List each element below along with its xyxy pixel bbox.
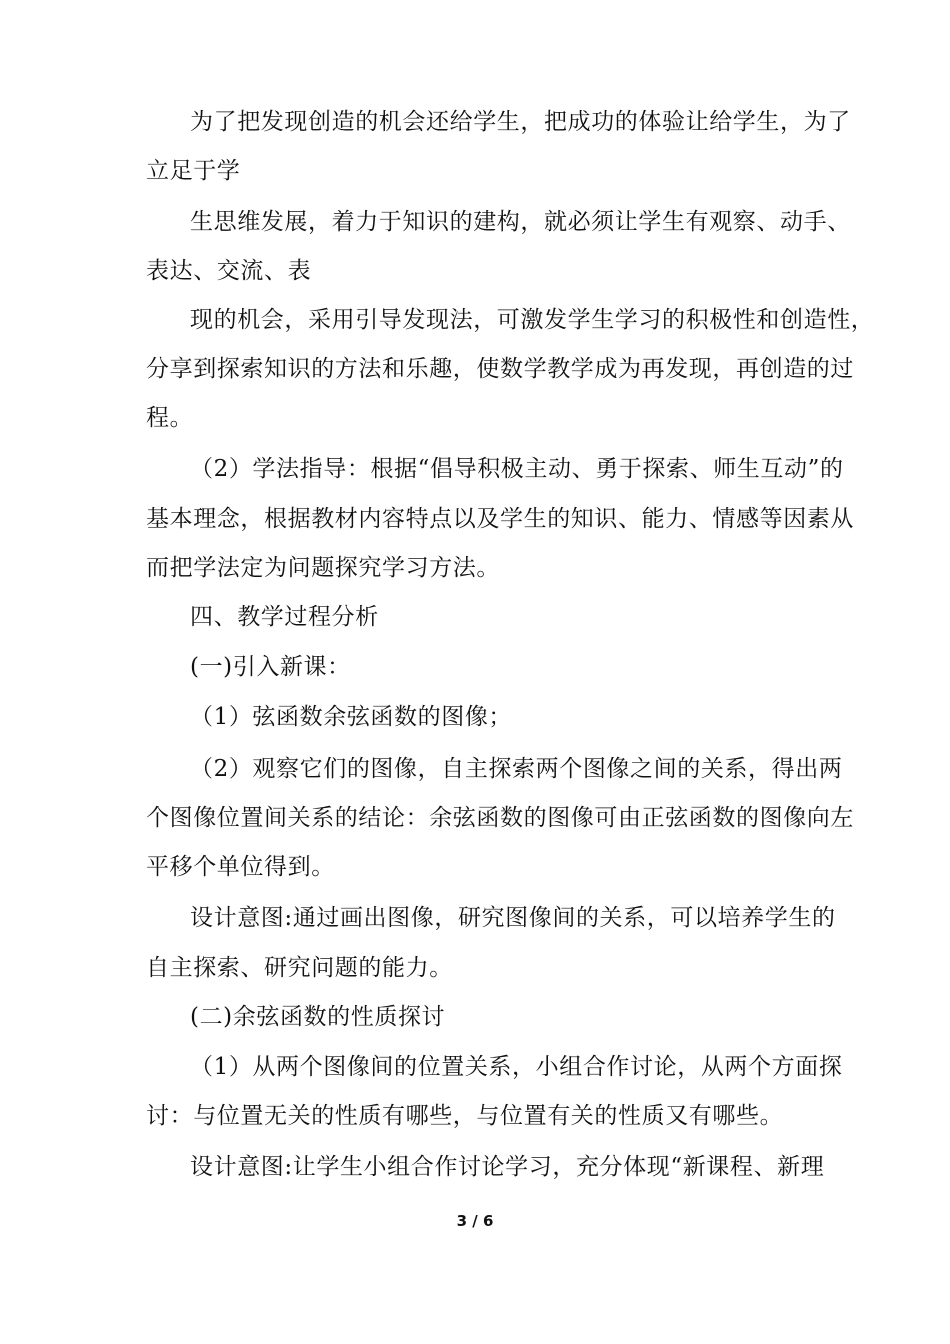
section-heading: 四、教学过程分析 xyxy=(190,604,379,630)
text-line: 表达、交流、表 xyxy=(146,258,312,284)
text-line: 平移个单位得到。 xyxy=(146,854,335,880)
text-line: （1）从两个图像间的位置关系，小组合作讨论，从两个方面探 xyxy=(190,1054,843,1080)
text-line: 设计意图:通过画出图像，研究图像间的关系，可以培养学生的 xyxy=(190,905,836,931)
text-line: 个图像位置间关系的结论：余弦函数的图像可由正弦函数的图像向左 xyxy=(146,805,854,831)
subsection-heading: (一)引入新课： xyxy=(190,654,351,680)
text-line: 立足于学 xyxy=(146,158,241,184)
text-line: 生思维发展，着力于知识的建构，就必须让学生有观察、动手、 xyxy=(190,209,851,235)
text-line: （2）观察它们的图像，自主探索两个图像之间的关系，得出两 xyxy=(190,756,843,782)
text-line: （2）学法指导：根据“倡导积极主动、勇于探索、师生互动”的 xyxy=(190,456,844,482)
text-line: 程。 xyxy=(146,405,194,431)
page-number: 3 / 6 xyxy=(456,1212,494,1230)
subsection-heading: (二)余弦函数的性质探讨 xyxy=(190,1004,446,1030)
text-line: 分享到探索知识的方法和乐趣，使数学教学成为再发现，再创造的过 xyxy=(146,356,854,382)
text-line: 为了把发现创造的机会还给学生，把成功的体验让给学生，为了 xyxy=(190,109,851,135)
text-line: （1）弦函数余弦函数的图像； xyxy=(190,704,513,730)
text-line: 而把学法定为问题探究学习方法。 xyxy=(146,555,500,581)
text-line: 自主探索、研究问题的能力。 xyxy=(146,955,453,981)
text-line: 讨：与位置无关的性质有哪些，与位置有关的性质又有哪些。 xyxy=(146,1103,784,1129)
text-line: 设计意图:让学生小组合作讨论学习，充分体现“新课程、新理 xyxy=(190,1154,825,1180)
text-line: 基本理念，根据教材内容特点以及学生的知识、能力、情感等因素从 xyxy=(146,506,854,532)
text-line: 现的机会，采用引导发现法，可激发学生学习的积极性和创造性， xyxy=(190,307,875,333)
